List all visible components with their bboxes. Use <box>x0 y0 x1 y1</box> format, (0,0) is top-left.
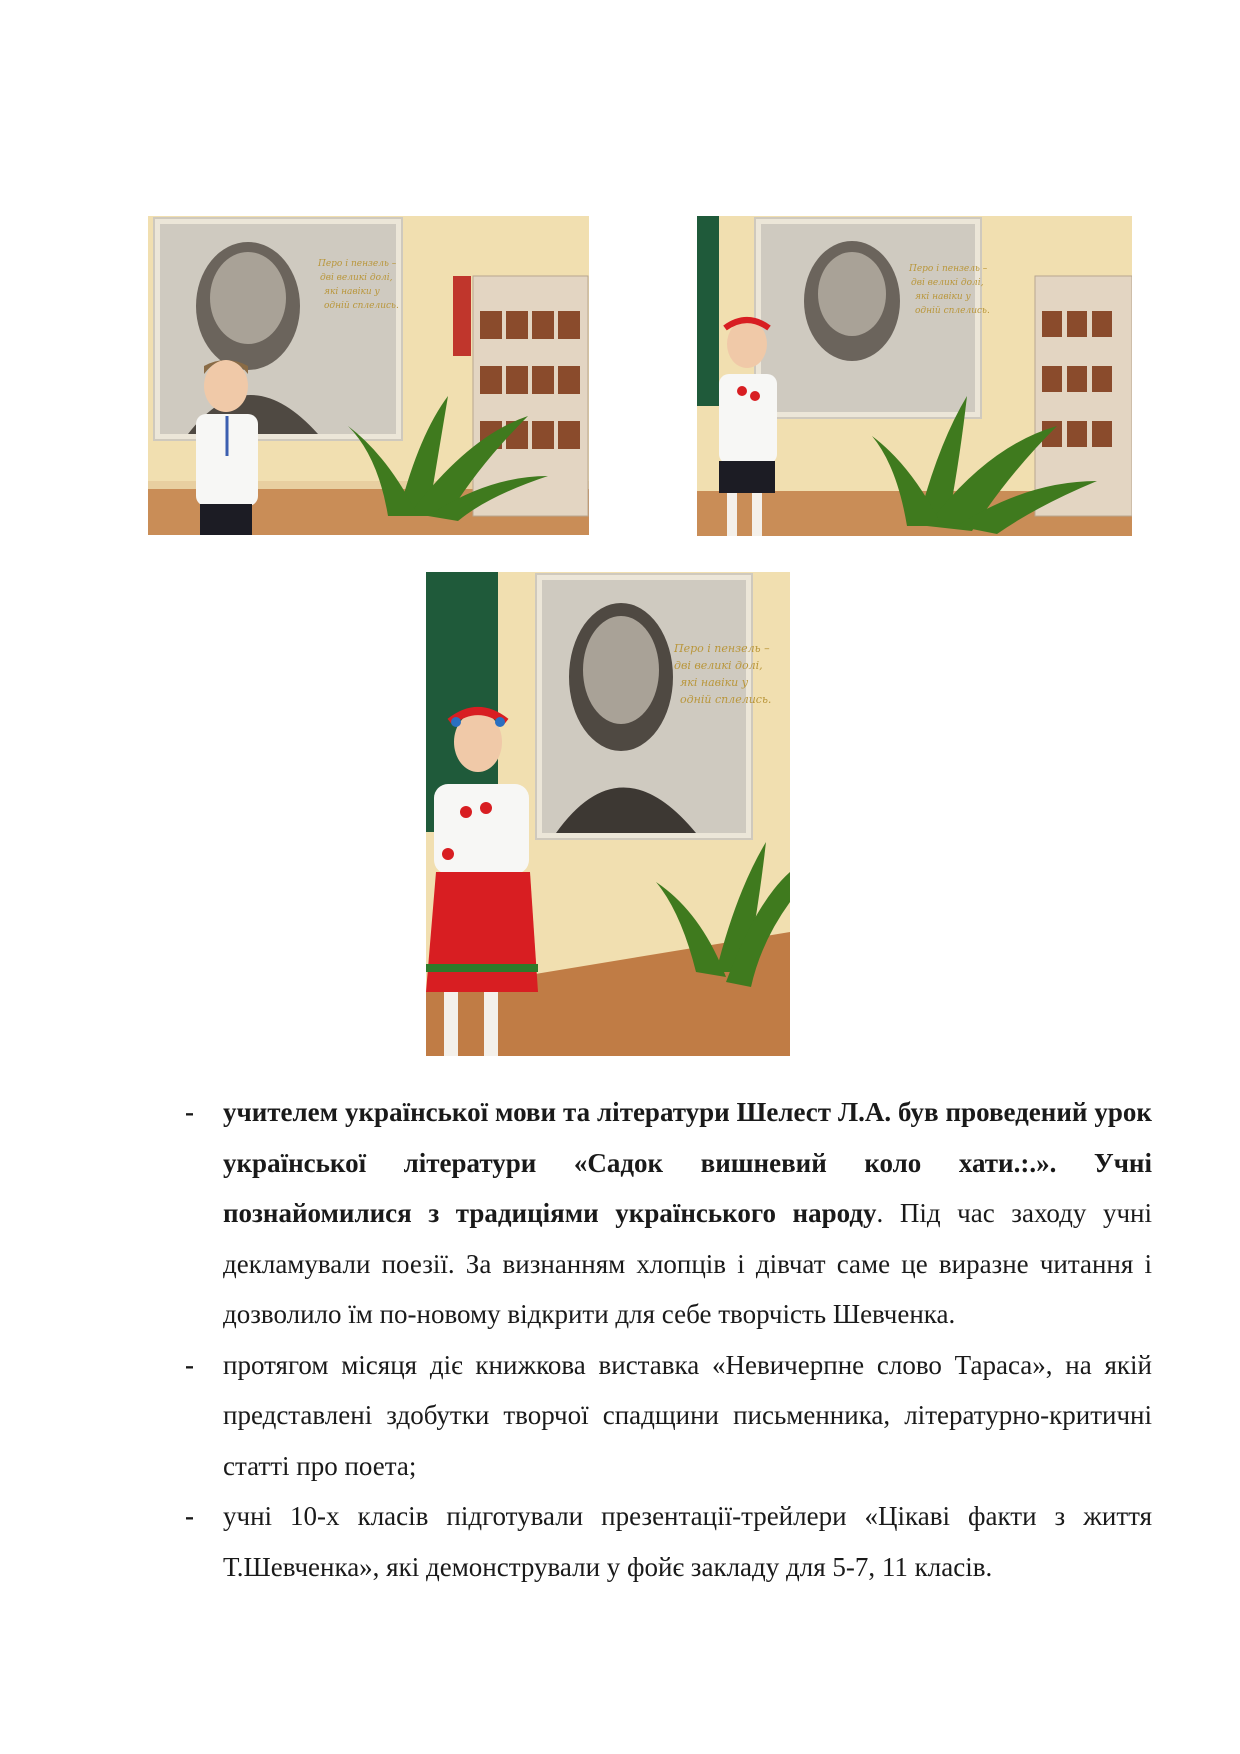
slide-text-line: дві великі долі, <box>911 278 984 288</box>
presentation-text: учні 10-х класів підготували презентації-трейлери «Цікаві факти з життя Т.Шевченка», які демонстрували у фойє закладу для 5-7, 11 класів. <box>223 1501 1152 1582</box>
slide-text-line: одній сплелись. <box>324 301 399 311</box>
photo-girl-wreath <box>697 216 1132 536</box>
list-item <box>180 1340 1152 1492</box>
list-dash: - <box>185 1501 194 1531</box>
slide-text-line: які навіки у <box>680 676 749 689</box>
slide-text-line: одній сплелись. <box>915 306 990 316</box>
slide-text-line: які навіки у <box>915 292 971 302</box>
event-list <box>180 1087 1152 1592</box>
book-exhibition-text: протягом місяця діє книжкова виставка «Невичерпне слово Тараса», на якій представлені здобутки творчої спадщини письменника, літературно-критичні статті про поета; <box>223 1349 1152 1481</box>
slide-text-line: одній сплелись. <box>680 693 772 706</box>
slide-text-line: дві великі долі, <box>320 273 393 283</box>
lesson-description-bold: учителем української мови та літератури Шелест Л.А. був проведений урок української літератури «Садок вишневий коло хати.:.». Учні познайомилися з традиціями українського народу <box>223 1097 1152 1228</box>
list-dash: - <box>185 1097 194 1127</box>
photo-boy-reciting <box>148 216 589 535</box>
slide-text-line: Перо і пензель – <box>674 642 770 655</box>
slide-text-line: Перо і пензель – <box>318 259 397 269</box>
slide-text-line: Перо і пензель – <box>909 264 988 274</box>
photo-girl-red-skirt <box>426 572 790 1056</box>
slide-text-line: дві великі долі, <box>674 659 763 672</box>
list-item <box>180 1491 1152 1592</box>
list-item <box>180 1087 1152 1340</box>
lesson-description: . Під час заходу учні декламували поезії. За визнанням хлопців і дівчат саме це виразне читання і дозволило їм по-новому відкрити для себе творчість Шевченка. <box>223 1198 1152 1329</box>
slide-text-line: які навіки у <box>324 287 380 297</box>
list-dash: - <box>185 1349 194 1380</box>
